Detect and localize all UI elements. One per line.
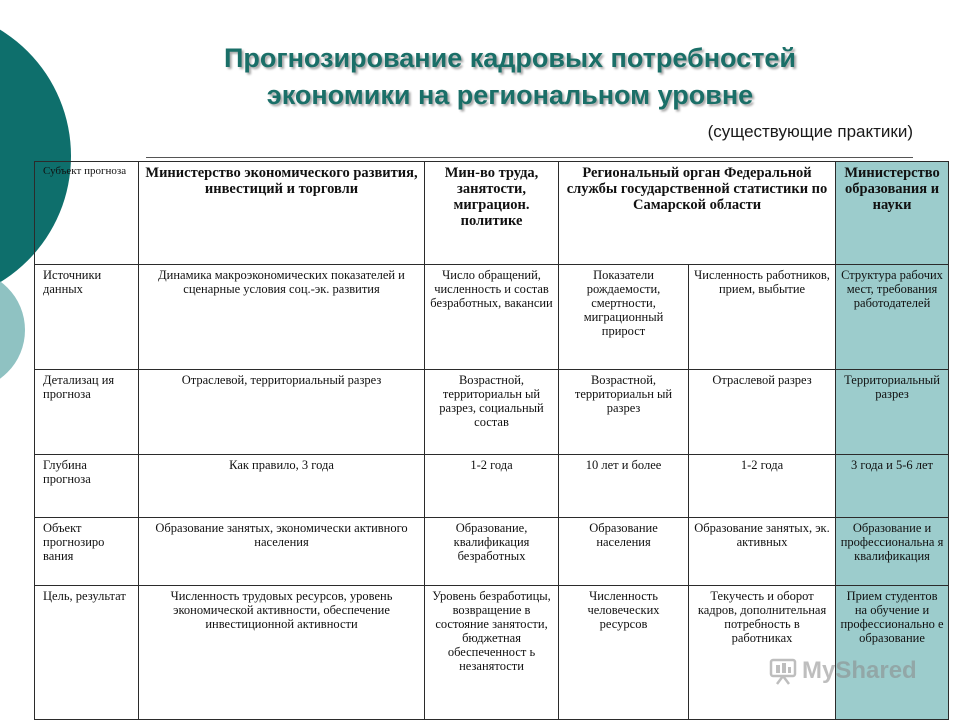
table-header-row bbox=[35, 162, 949, 265]
table-row bbox=[35, 265, 949, 370]
table-cell: Численность работников, прием, выбытие bbox=[689, 265, 836, 370]
table-cell: Уровень безработицы, возвращение в состояние занятости, бюджетная обеспеченност ь незанятости bbox=[425, 586, 559, 720]
table-cell: Образование занятых, экономически активного населения bbox=[139, 518, 425, 586]
header-col-ministry-economy: Министерство экономического развития, инвестиций и торговли bbox=[139, 162, 425, 265]
row-label: Объект прогнозиро вания bbox=[35, 518, 139, 586]
page-title bbox=[120, 40, 900, 114]
header-col-statistics: Региональный орган Федеральной службы государственной статистики по Самарской области bbox=[559, 162, 836, 265]
decorative-circle-small bbox=[0, 270, 25, 390]
table-row bbox=[35, 370, 949, 455]
row-label: Источники данных bbox=[35, 265, 139, 370]
table-cell: Отраслевой разрез bbox=[689, 370, 836, 455]
table-row bbox=[35, 455, 949, 518]
presentation-icon bbox=[768, 656, 798, 686]
table-cell: 1-2 года bbox=[425, 455, 559, 518]
table-cell: Возрастной, территориальн ый разрез bbox=[559, 370, 689, 455]
table-cell: Численность человеческих ресурсов bbox=[559, 586, 689, 720]
page-subtitle: (существующие практики) bbox=[707, 122, 913, 141]
table-cell: Отраслевой, территориальный разрез bbox=[139, 370, 425, 455]
table-cell: Прием студентов на обучение и профессионально е образование bbox=[836, 586, 949, 720]
table-cell: Динамика макроэкономических показателей и сценарные условия соц.-эк. развития bbox=[139, 265, 425, 370]
table-cell: Образование и профессиональна я квалификация bbox=[836, 518, 949, 586]
row-label: Детализац ия прогноза bbox=[35, 370, 139, 455]
header-corner: Субъект прогноза bbox=[35, 162, 139, 265]
table-row bbox=[35, 518, 949, 586]
table-cell: Территориальный разрез bbox=[836, 370, 949, 455]
table-cell: Образование населения bbox=[559, 518, 689, 586]
header-col-ministry-education: Министерство образования и науки bbox=[836, 162, 949, 265]
table-cell: Число обращений, численность и состав безработных, вакансии bbox=[425, 265, 559, 370]
title-line-1: Прогнозирование кадровых потребностей bbox=[223, 43, 797, 73]
watermark bbox=[768, 656, 917, 686]
table-cell: Образование, квалификация безработных bbox=[425, 518, 559, 586]
table-cell: 10 лет и более bbox=[559, 455, 689, 518]
table-cell: Образование занятых, эк. активных bbox=[689, 518, 836, 586]
table-cell: Показатели рождаемости, смертности, миграционный прирост bbox=[559, 265, 689, 370]
table-cell: 1-2 года bbox=[689, 455, 836, 518]
table-row bbox=[35, 586, 949, 720]
table-cell: Текучесть и оборот кадров, дополнительная потребность в работниках bbox=[689, 586, 836, 720]
table-cell: Возрастной, территориальн ый разрез, социальный состав bbox=[425, 370, 559, 455]
table-cell: Структура рабочих мест, требования работодателей bbox=[836, 265, 949, 370]
title-divider bbox=[146, 157, 913, 158]
title-line-2: экономики на региональном уровне bbox=[266, 80, 754, 110]
forecast-table bbox=[34, 161, 949, 720]
table-cell: 3 года и 5-6 лет bbox=[836, 455, 949, 518]
table-cell: Численность трудовых ресурсов, уровень экономической активности, обеспечение инвестиционной активности bbox=[139, 586, 425, 720]
watermark-text: MyShared bbox=[802, 657, 917, 684]
table-cell: Как правило, 3 года bbox=[139, 455, 425, 518]
row-label: Глубина прогноза bbox=[35, 455, 139, 518]
header-col-ministry-labour: Мин-во труда, занятости, миграцион. политике bbox=[425, 162, 559, 265]
row-label: Цель, результат bbox=[35, 586, 139, 720]
